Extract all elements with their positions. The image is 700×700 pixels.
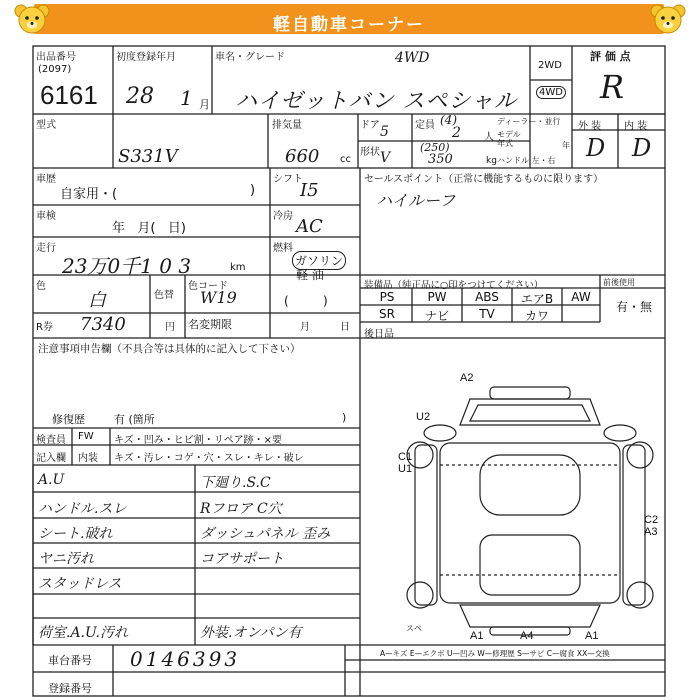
remark-left: ヤニ汚れ [38,551,94,567]
equipment-alt-value: 有・無 [615,300,652,314]
equipment-label: 装備品（純正品に○印をつけてください） [364,280,544,291]
mileage-value: 23万0千1 0 3 [62,254,192,278]
exterior-score: D [586,134,606,162]
remark-right: 外装.オンパン有 [200,625,302,641]
ac-value: AC [296,216,323,237]
remark-right: コアサポート [200,551,284,567]
drive-4wd-label: 4WD [536,86,566,99]
remark-right: 下廻り.S.C [200,475,271,491]
interior-score: D [632,134,652,162]
inspector-interior-label: 内装 [78,453,98,464]
name-change-month: 月 [300,322,310,333]
car-damage-diagram [380,365,665,645]
sales-point-value: ハイルーフ [376,191,456,210]
equipment-pw: PW [427,290,447,304]
damage-mark-c1: C1 [398,451,413,463]
fuel-label: 燃料 [273,243,293,254]
color-value: 白 [88,290,106,311]
use-value: 自家用・( [60,187,118,202]
inspection-label: 車検 [36,211,56,222]
equipment-leather: カワ [524,309,549,323]
shape-label: 形状 [360,147,380,158]
fuel-other-paren: ( ) [284,294,328,308]
inspector-fw-items: キズ・凹み・ヒビ割・リペア跡・×要 [114,435,282,446]
equipment-sr: SR [379,307,395,321]
inspector-fw-label: FW [78,431,94,442]
kg-unit: kg [486,156,497,166]
color-change-label: 色替 [154,290,174,301]
damage-mark-c2: C2 [644,514,659,526]
damage-mark-spare: スペ [406,624,422,633]
load-paren: (250) [420,141,450,154]
equipment-abs: ABS [475,290,499,304]
km-unit: km [230,262,246,273]
color-label: 色 [36,281,46,292]
model-code-label: 型式 [36,120,56,131]
score-label: 評 価 点 [590,50,631,63]
remark-left: A.U [38,472,65,488]
interior-label: 内 装 [624,121,648,132]
fuel-gasoline: ガソリン [292,251,346,270]
remark-left: 荷室.A.U.汚れ [38,625,128,641]
banner-title: 軽自動車コーナー [273,15,425,35]
lot-number-sub: (2097) [38,64,72,75]
score-value: R [600,68,625,106]
sales-point-label: セールスポイント（正常に機能するものに限ります） [364,174,604,185]
first-registration-month: 1 [180,86,193,110]
inspector-interior-items: キズ・汚レ・コゲ・穴・スレ・キレ・破レ [114,453,304,464]
month-unit-label: 月 [199,98,210,111]
model-grade-label: 車名・グレード [215,52,285,63]
shape-value: V [380,150,391,166]
damage-mark-a2: A2 [460,372,474,384]
shift-label: シフト [273,174,303,185]
lot-number-value: 6161 [40,80,98,110]
yen-unit: 円 [165,322,175,333]
drive-2wd-label: 2WD [538,60,562,71]
equipment-aw: AW [571,290,591,304]
damage-mark-u2: U2 [416,411,431,423]
model-grade-value: ハイゼットバン スペシャル [235,89,518,114]
first-registration-year: 28 [126,84,154,109]
color-code-value: W19 [200,288,237,307]
remark-right: ダッシュパネル 歪み [200,526,331,542]
load-value: 350 [428,152,453,167]
equipment-ps: PS [379,290,395,304]
equipment-airbag: エアB [520,292,554,306]
inspection-value: 年 月( 日) [112,221,186,236]
chassis-number-label: 車台番号 [48,654,92,667]
remark-left: スタッドレス [38,576,122,592]
lot-number-label: 出品番号 [36,52,76,63]
fuel-diesel: 軽 油 [296,268,324,282]
first-registration-label: 初度登録年月 [116,52,176,63]
damage-mark-a4: A4 [520,630,534,642]
drive-handwritten: 4WD [395,50,430,66]
handle-label: ハンドル 左・右 [497,156,556,165]
equipment-navi: ナビ [424,309,449,323]
color-code-label: 色コード [188,281,228,292]
doors-label: ドア [360,120,380,131]
displacement-value: 660 [285,146,320,167]
notes-label: 注意事項申告欄（不具合等は具体的に記入して下さい） [38,343,301,355]
exterior-label: 外 装 [578,121,602,132]
name-change-label: 名変期限 [188,318,232,331]
cc-unit: cc [340,154,351,165]
year-unit: 年 [562,141,570,150]
recycle-label: R券 [36,322,53,333]
repair-history-label: 修復歴 [52,413,85,426]
damage-mark-a3: A3 [644,526,658,538]
registration-number-label: 登録番号 [48,682,92,695]
use-label: 車歴 [36,174,56,185]
doors-value: 5 [380,124,389,140]
dealer-label: ディーラー・並行 [497,117,561,126]
capacity-unit: 人 [484,132,494,143]
mileage-label: 走行 [36,243,56,254]
remark-left: ハンドル.スレ [38,501,127,517]
inspector-entry-label: 記入欄 [36,453,66,464]
shift-value: I5 [300,180,319,201]
displacement-label: 排気量 [272,120,302,131]
capacity-paren: (4) [440,113,457,127]
model-year-label: モデル 年式 [497,130,521,148]
remark-left: シート.破れ [38,526,113,542]
capacity-label: 定員 [415,120,435,131]
ac-label: 冷房 [273,211,293,222]
damage-mark-a1: A1 [585,630,599,642]
use-close: ) [250,183,256,198]
damage-mark-a1: A1 [470,630,484,642]
damage-mark-u1: U1 [398,463,413,475]
model-code-value: S331V [118,146,178,167]
rear-items-label: 後日品 [364,329,394,340]
chassis-number-value: 0146393 [130,647,241,671]
recycle-value: 7340 [80,314,126,335]
capacity-value: 2 [452,125,461,141]
equipment-tv: TV [479,307,495,321]
repair-history-value: 有 (箇所 [114,413,155,426]
inspector-label: 検査員 [36,435,66,446]
remark-right: Rフロア C穴 [200,501,282,517]
damage-legend: A—キズ E—エクボ U—凹み W—修理歴 S—サビ C—腐食 XX—交換 [380,649,610,658]
repair-history-close: ) [342,411,347,424]
equipment-alt-label: 前後使用 [603,278,635,287]
name-change-day: 日 [340,322,350,333]
